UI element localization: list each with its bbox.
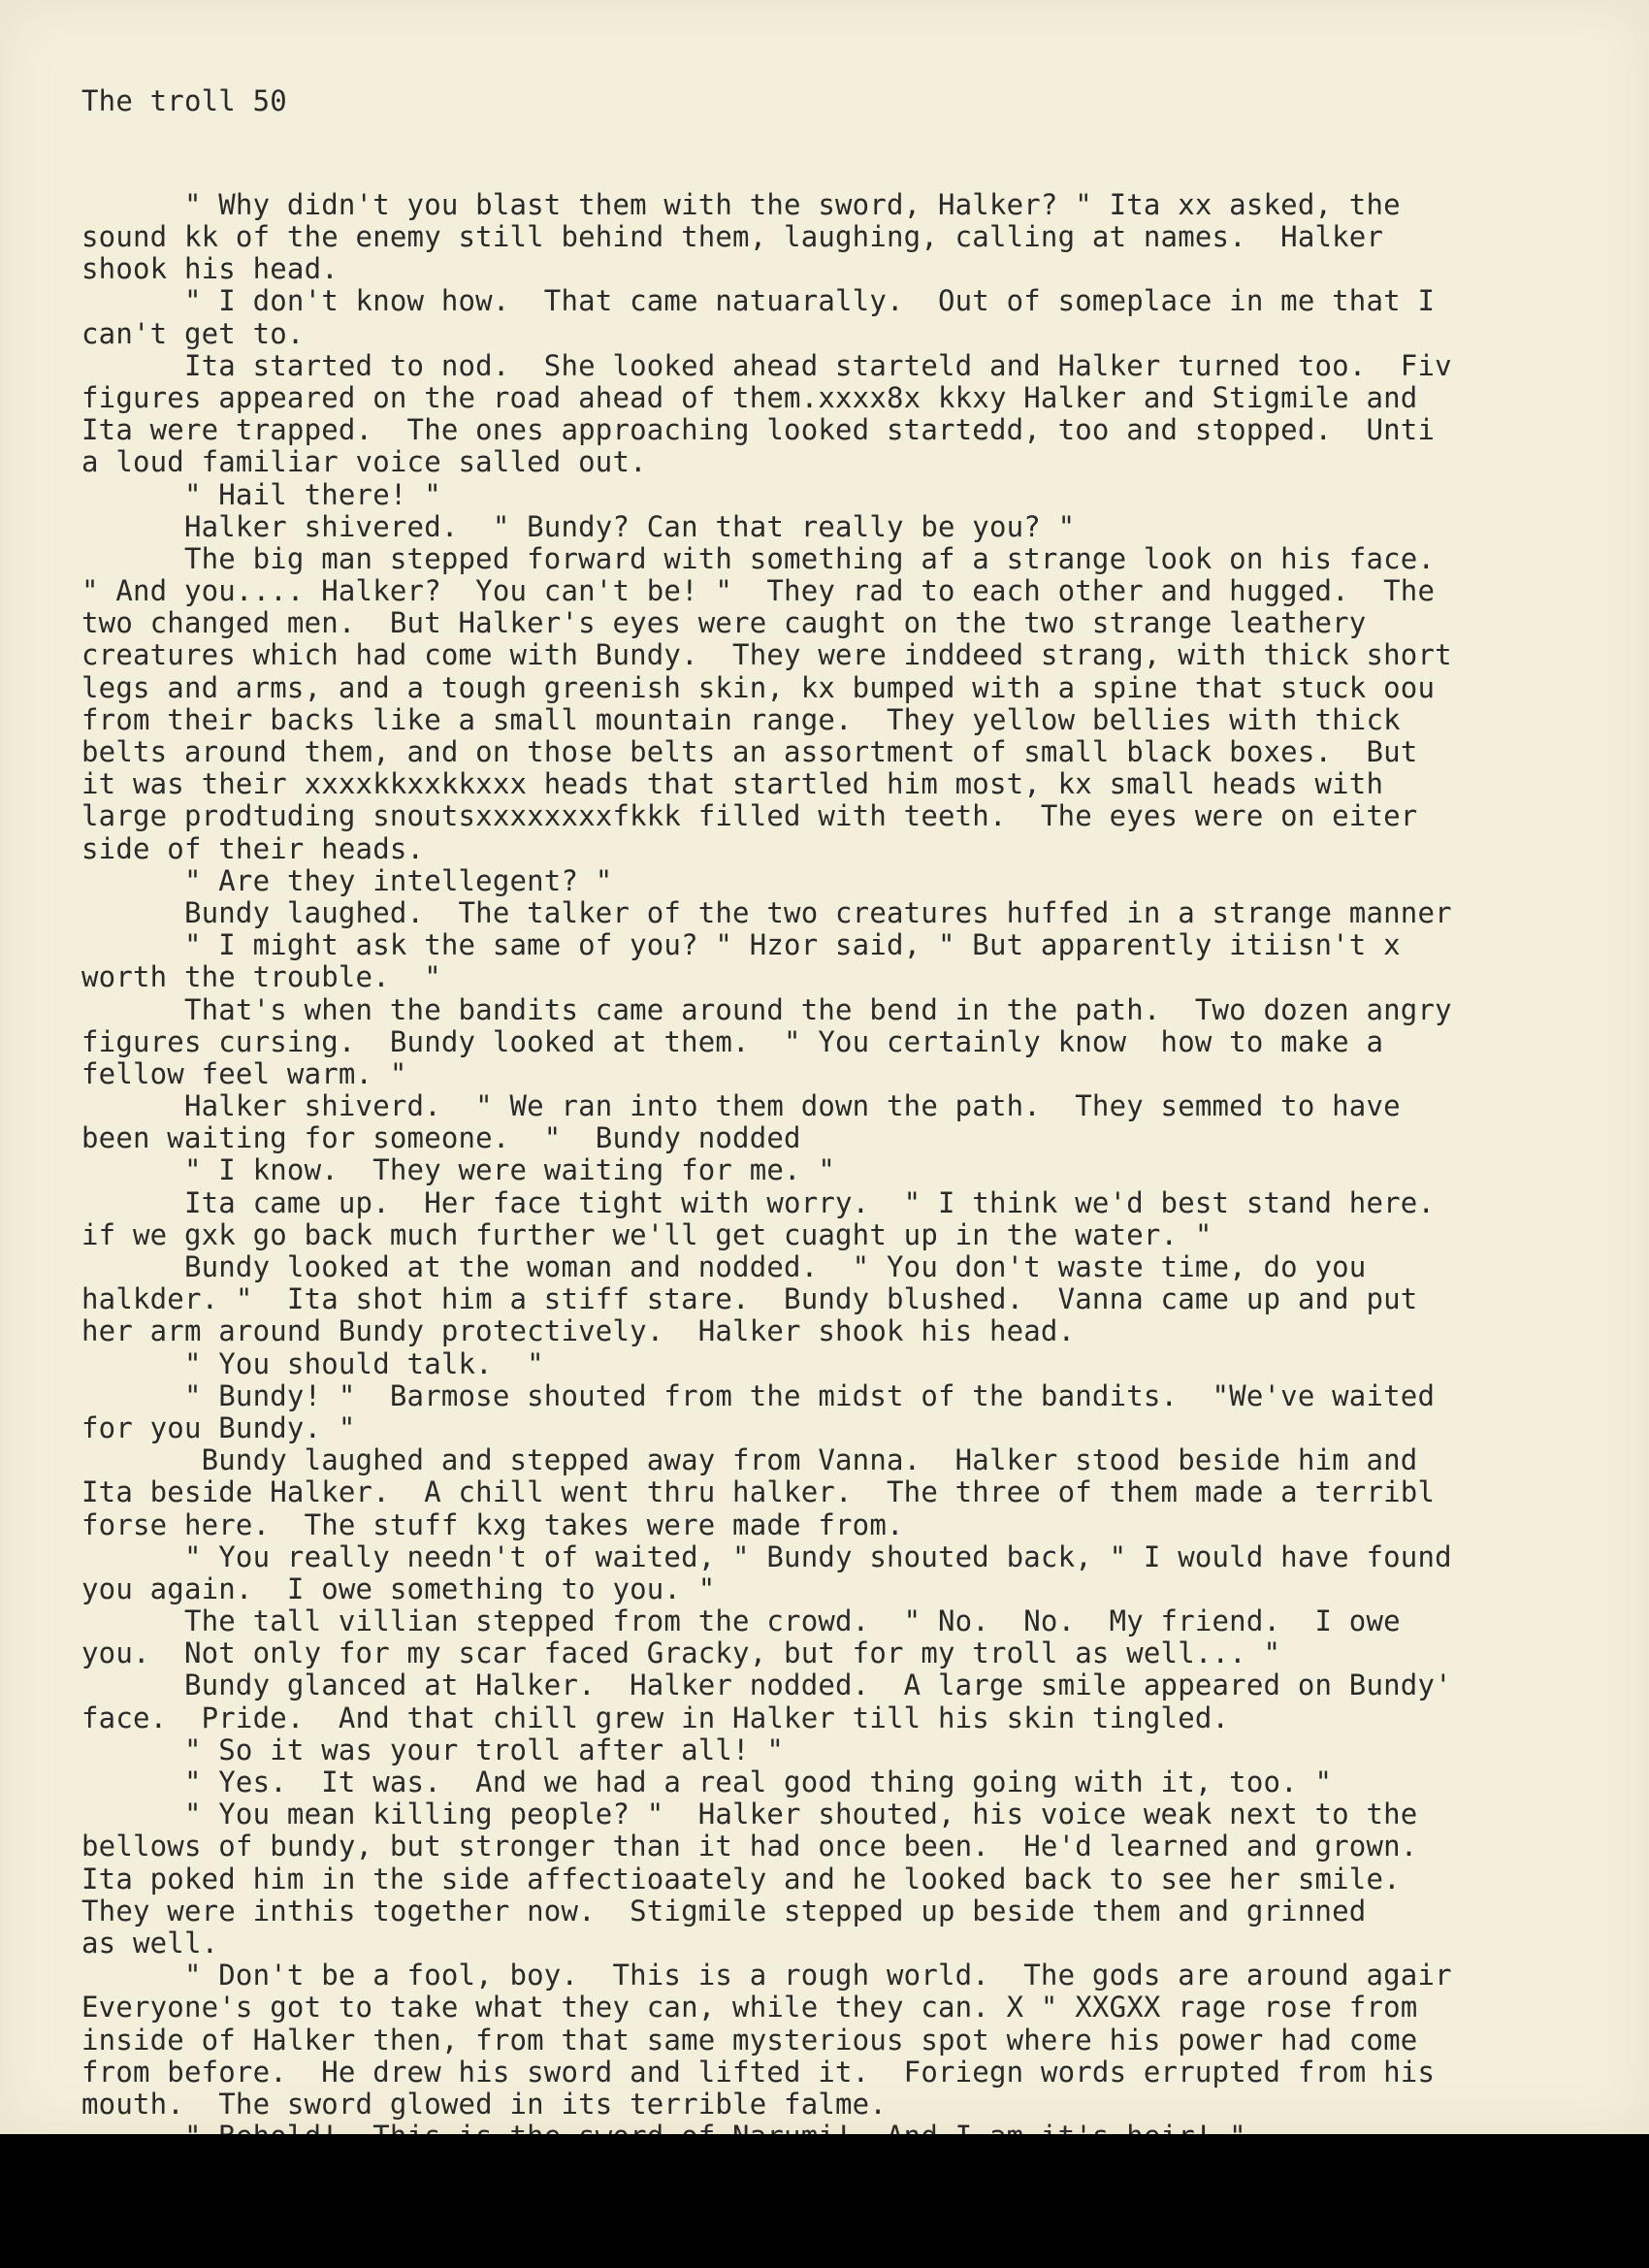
text-line: you. Not only for my scar faced Gracky, but for my troll as well... " bbox=[81, 1636, 1281, 1670]
text-line: Halker shiverd. " We ran into them down the path. They semmed to have bbox=[81, 1089, 1401, 1123]
text-line: legs and arms, and a tough greenish skin, kx bumped with a spine that stuck oou bbox=[81, 670, 1436, 704]
text-line: face. Pride. And that chill grew in Halker till his skin tingled. bbox=[81, 1701, 1230, 1734]
text-line: " I don't know how. That came natuarally. Out of someplace in me that I bbox=[81, 284, 1436, 318]
text-line: from their backs like a small mountain range. They yellow bellies with thick bbox=[81, 702, 1401, 736]
text-line: side of their heads. bbox=[81, 831, 425, 865]
text-line: " Hail there! " bbox=[81, 477, 441, 511]
text-line: a loud familiar voice salled out. bbox=[81, 445, 647, 479]
scan-border bbox=[0, 2134, 1649, 2268]
text-line: They were inthis together now. Stigmile stepped up beside them and grinned bbox=[81, 1894, 1367, 1928]
text-line: you again. I owe something to you. " bbox=[81, 1571, 716, 1605]
text-line: halkder. " Ita shot him a stiff stare. Bundy blushed. Vanna came up and put bbox=[81, 1282, 1418, 1316]
text-line: large prodtuding snoutsxxxxxxxxfkkk filled with teeth. The eyes were on eiter bbox=[81, 799, 1418, 833]
text-line: sound kk of the enemy still behind them, laughing, calling at names. Halker bbox=[81, 220, 1384, 253]
text-line: fellow feel warm. " bbox=[81, 1056, 407, 1090]
text-line: " I might ask the same of you? " Hzor said, " But apparently itiisn't x bbox=[81, 928, 1401, 962]
text-line: figures cursing. Bundy looked at them. " You certainly know how to make a bbox=[81, 1024, 1384, 1058]
text-line: " Are they intellegent? " bbox=[81, 863, 613, 897]
text-line: " You really needn't of waited, " Bundy shouted back, " I would have found bbox=[81, 1539, 1452, 1573]
text-line: worth the trouble. " bbox=[81, 960, 441, 994]
text-line: Bundy glanced at Halker. Halker nodded. A large smile appeared on Bundy' bbox=[81, 1669, 1452, 1702]
text-line: " Why didn't you blast them with the sword, Halker? " Ita xx asked, the bbox=[81, 187, 1401, 221]
text-line: " Yes. It was. And we had a real good thing going with it, too. " bbox=[81, 1766, 1333, 1798]
text-line: shook his head. bbox=[81, 252, 339, 286]
text-line: Ita were trapped. The ones approaching looked startedd, too and stopped. Unti bbox=[81, 413, 1436, 447]
text-line: " Bundy! " Barmose shouted from the midst of the bandits. "We've waited bbox=[81, 1378, 1436, 1412]
text-line: Everyone's got to take what they can, while they can. X " XXGXX rage rose from bbox=[81, 1991, 1418, 2025]
text-line: Bundy laughed. The talker of the two creatures huffed in a strange manner bbox=[81, 895, 1452, 929]
text-line: " I know. They were waiting for me. " bbox=[81, 1153, 836, 1187]
text-line: can't get to. bbox=[81, 316, 305, 350]
text-line: her arm around Bundy protectively. Halker shook his head. bbox=[81, 1314, 1076, 1348]
text-line: The big man stepped forward with something af a strange look on his face. bbox=[81, 541, 1436, 575]
text-line: " You mean killing people? " Halker shouted, his voice weak next to the bbox=[81, 1798, 1418, 1831]
text-line: " Don't be a fool, boy. This is a rough world. The gods are around agair bbox=[81, 1959, 1452, 1993]
text-line: Ita came up. Her face tight with worry. " I think we'd best stand here. bbox=[81, 1185, 1436, 1219]
text-line: figures appeared on the road ahead of them.xxxx8x kkxy Halker and Stigmile and bbox=[81, 380, 1418, 414]
text-line: The tall villian stepped from the crowd. " No. No. My friend. I owe bbox=[81, 1604, 1401, 1638]
text-line: Bundy laughed and stepped away from Vanna. Halker stood beside him and bbox=[81, 1443, 1418, 1477]
text-line: bellows of bundy, but stronger than it had once been. He'd learned and grown. bbox=[81, 1830, 1418, 1863]
text-line: creatures which had come with Bundy. They were inddeed strang, with thick short bbox=[81, 638, 1452, 672]
text-line: belts around them, and on those belts an assortment of small black boxes. But bbox=[81, 735, 1418, 768]
text-line: " And you.... Halker? You can't be! " They rad to each other and hugged. The bbox=[81, 574, 1436, 608]
text-line: That's when the bandits came around the bend in the path. Two dozen angry bbox=[81, 992, 1452, 1026]
page-body bbox=[81, 21, 1633, 2218]
text-line: it was their xxxxkkxxkkxxx heads that startled him most, kx small heads with bbox=[81, 767, 1384, 801]
text-lines bbox=[81, 189, 1633, 2153]
page-header: The troll 50 bbox=[81, 84, 287, 118]
text-line: two changed men. But Halker's eyes were caught on the two strange leathery bbox=[81, 606, 1367, 640]
text-line: as well. bbox=[81, 1926, 219, 1960]
text-line: been waiting for someone. " Bundy nodded bbox=[81, 1121, 801, 1155]
text-line: forse here. The stuff kxg takes were made from. bbox=[81, 1507, 904, 1541]
text-line: Ita beside Halker. A chill went thru halker. The three of them made a terribl bbox=[81, 1475, 1436, 1509]
text-line: from before. He drew his sword and lifted it. Foriegn words errupted from his bbox=[81, 2055, 1436, 2089]
text-line: mouth. The sword glowed in its terrible falme. bbox=[81, 2087, 887, 2121]
text-line: inside of Halker then, from that same mysterious spot where his power had come bbox=[81, 2023, 1418, 2057]
text-line: Ita started to nod. She looked ahead starteld and Halker turned too. Fiv bbox=[81, 348, 1452, 382]
text-line: if we gxk go back much further we'll get cuaght up in the water. " bbox=[81, 1217, 1212, 1251]
text-line: Ita poked him in the side affectioaately and he looked back to see her smile. bbox=[81, 1862, 1401, 1895]
text-line: " So it was your troll after all! " bbox=[81, 1733, 785, 1766]
text-line: Halker shivered. " Bundy? Can that really be you? " bbox=[81, 509, 1076, 543]
text-line: Bundy looked at the woman and nodded. " You don't waste time, do you bbox=[81, 1250, 1367, 1283]
text-line: " You should talk. " bbox=[81, 1346, 544, 1380]
text-line: for you Bundy. " bbox=[81, 1410, 356, 1444]
